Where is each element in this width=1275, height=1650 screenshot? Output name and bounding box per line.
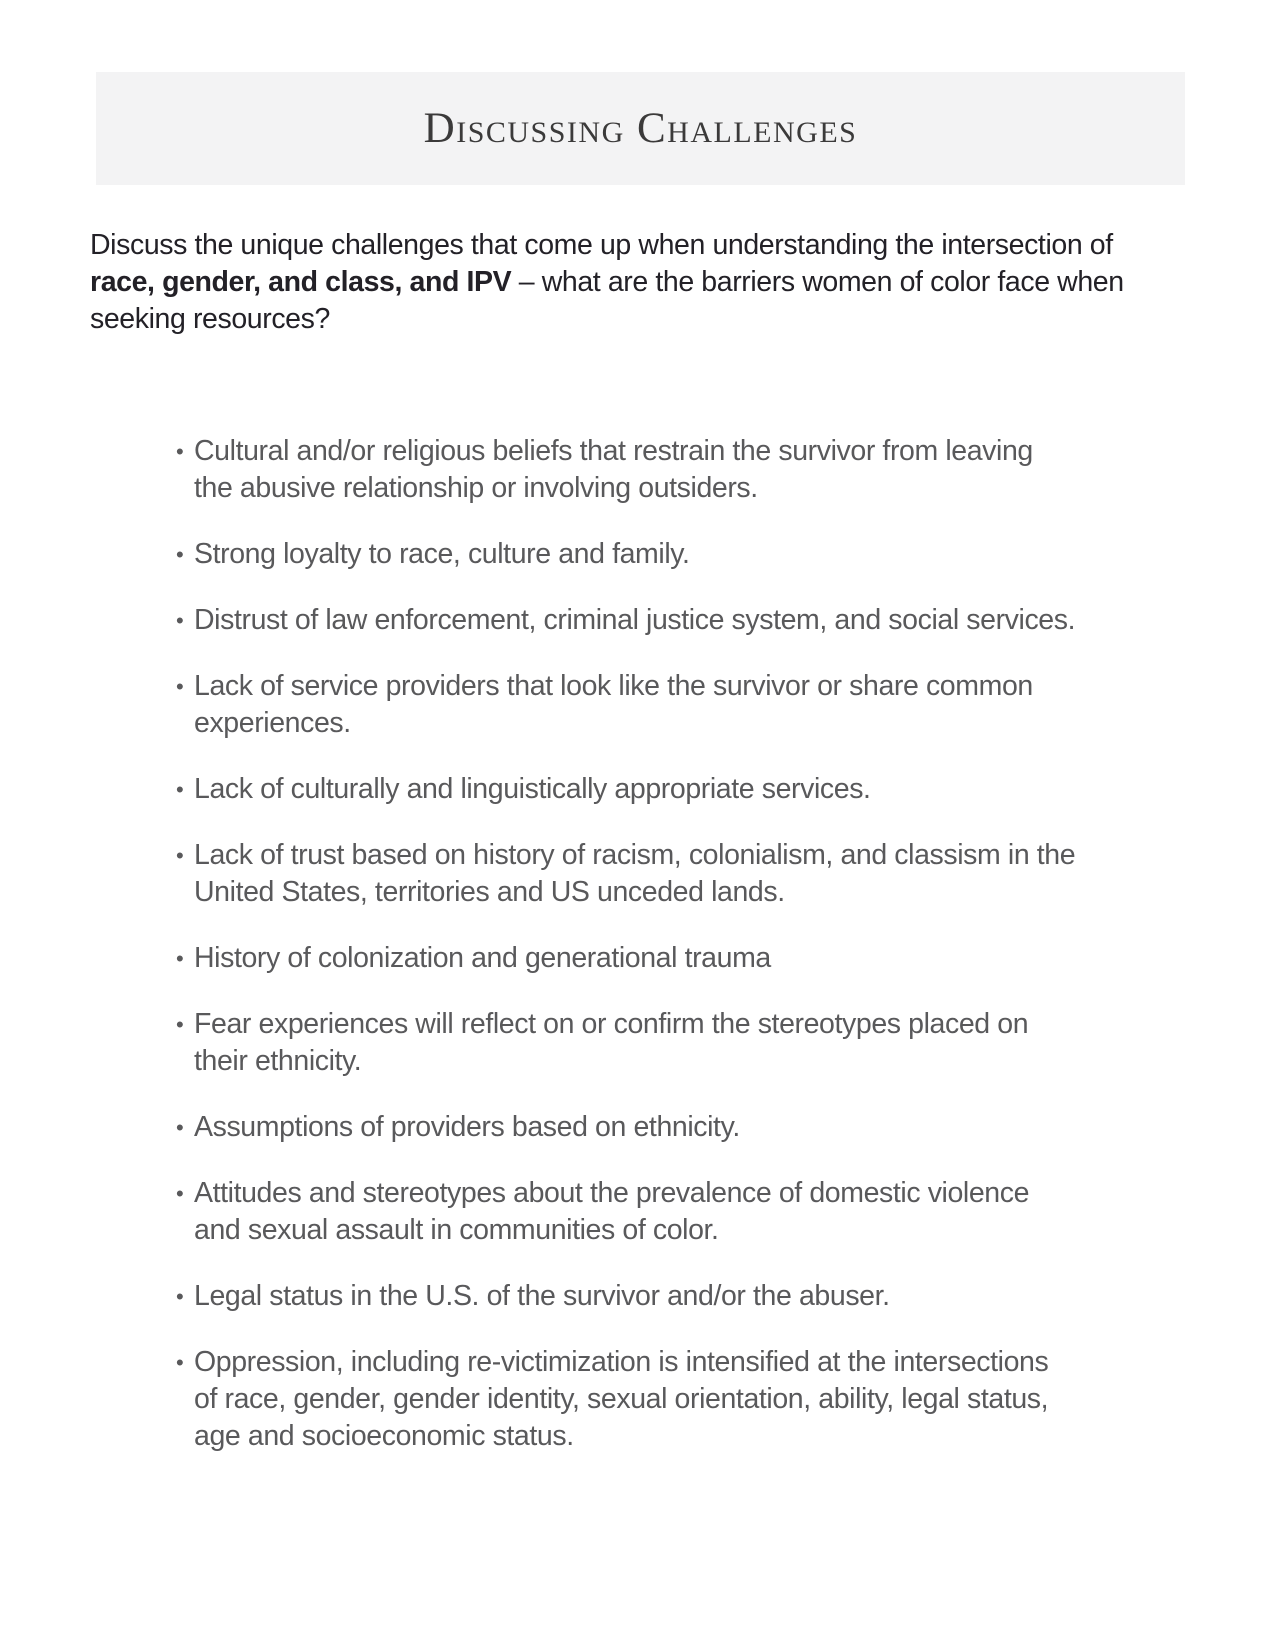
bullet-icon: • xyxy=(176,439,184,464)
list-item-text xyxy=(194,837,1075,911)
list-item-text xyxy=(194,1109,740,1146)
list-item xyxy=(176,837,1075,911)
list-item-line: of race, gender, gender identity, sexual orientation, ability, legal status, xyxy=(194,1383,1049,1415)
intro-text: Discuss the unique challenges that come up when understanding the intersection of xyxy=(90,229,1113,261)
intro-text: – what are the barriers women of color face when xyxy=(511,266,1124,298)
list-item-text xyxy=(194,1006,1028,1080)
list-item-line: Oppression, including re-victimization is intensified at the intersections xyxy=(194,1346,1049,1378)
title-band xyxy=(96,72,1185,185)
list-item-line: Fear experiences will reflect on or confirm the stereotypes placed on xyxy=(194,1008,1029,1040)
list-item-line: Assumptions of providers based on ethnicity. xyxy=(194,1111,740,1143)
bullet-icon: • xyxy=(176,777,184,802)
list-item-line: Lack of service providers that look like the survivor or share common xyxy=(194,670,1033,702)
list-item-line: Lack of culturally and linguistically appropriate services. xyxy=(194,773,871,805)
bullet-icon: • xyxy=(176,1284,184,1309)
list-item-line: and sexual assault in communities of color. xyxy=(194,1214,719,1246)
list-item-line: Attitudes and stereotypes about the prevalence of domestic violence xyxy=(194,1177,1030,1209)
list-item-text xyxy=(194,940,771,977)
list-item-line: age and socioeconomic status. xyxy=(194,1420,574,1452)
list-item-line: Cultural and/or religious beliefs that restrain the survivor from leaving xyxy=(194,435,1033,467)
list-item-text xyxy=(194,771,871,808)
bullet-icon: • xyxy=(176,843,184,868)
list-item xyxy=(176,1006,1075,1080)
list-item xyxy=(176,433,1075,507)
list-item-line: Distrust of law enforcement, criminal justice system, and social services. xyxy=(194,604,1076,636)
list-item-text xyxy=(194,1344,1048,1455)
intro-text: seeking resources? xyxy=(90,303,330,335)
list-item-line: experiences. xyxy=(194,707,351,739)
intro-bold-text: race, gender, and class, and IPV xyxy=(90,266,512,298)
list-item-text xyxy=(194,602,1075,639)
bullet-icon: • xyxy=(176,1181,184,1206)
list-item-line: the abusive relationship or involving outsiders. xyxy=(194,472,758,504)
list-item xyxy=(176,771,1075,808)
list-item-text xyxy=(194,433,1033,507)
list-item xyxy=(176,1278,1075,1315)
list-item-text xyxy=(194,1175,1029,1249)
bullet-icon: • xyxy=(176,1115,184,1140)
bullet-icon: • xyxy=(176,542,184,567)
list-item-line: Strong loyalty to race, culture and family. xyxy=(194,538,690,570)
bullet-icon: • xyxy=(176,674,184,699)
list-item-line: Legal status in the U.S. of the survivor and/or the abuser. xyxy=(194,1280,890,1312)
list-item xyxy=(176,1175,1075,1249)
list-item-line: History of colonization and generational trauma xyxy=(194,942,771,974)
page-title: Discussing Challenges xyxy=(423,105,858,152)
list-item-text xyxy=(194,536,690,573)
list-item-line: their ethnicity. xyxy=(194,1045,362,1077)
bullet-icon: • xyxy=(176,1012,184,1037)
list-item-text xyxy=(194,668,1033,742)
list-item xyxy=(176,668,1075,742)
intro-paragraph xyxy=(90,227,1124,338)
intro-line xyxy=(90,227,1124,264)
list-item-line: United States, territories and US unceded lands. xyxy=(194,876,785,908)
list-item xyxy=(176,602,1075,639)
list-item xyxy=(176,1109,1075,1146)
list-item-line: Lack of trust based on history of racism, colonialism, and classism in the xyxy=(194,839,1076,871)
list-item xyxy=(176,536,1075,573)
list-item-text xyxy=(194,1278,890,1315)
bullet-icon: • xyxy=(176,946,184,971)
bullet-icon: • xyxy=(176,1350,184,1375)
list-item xyxy=(176,1344,1075,1455)
list-item xyxy=(176,940,1075,977)
challenges-bullet-list xyxy=(176,433,1075,1484)
intro-line xyxy=(90,264,1124,301)
bullet-icon: • xyxy=(176,608,184,633)
intro-line xyxy=(90,301,1124,338)
